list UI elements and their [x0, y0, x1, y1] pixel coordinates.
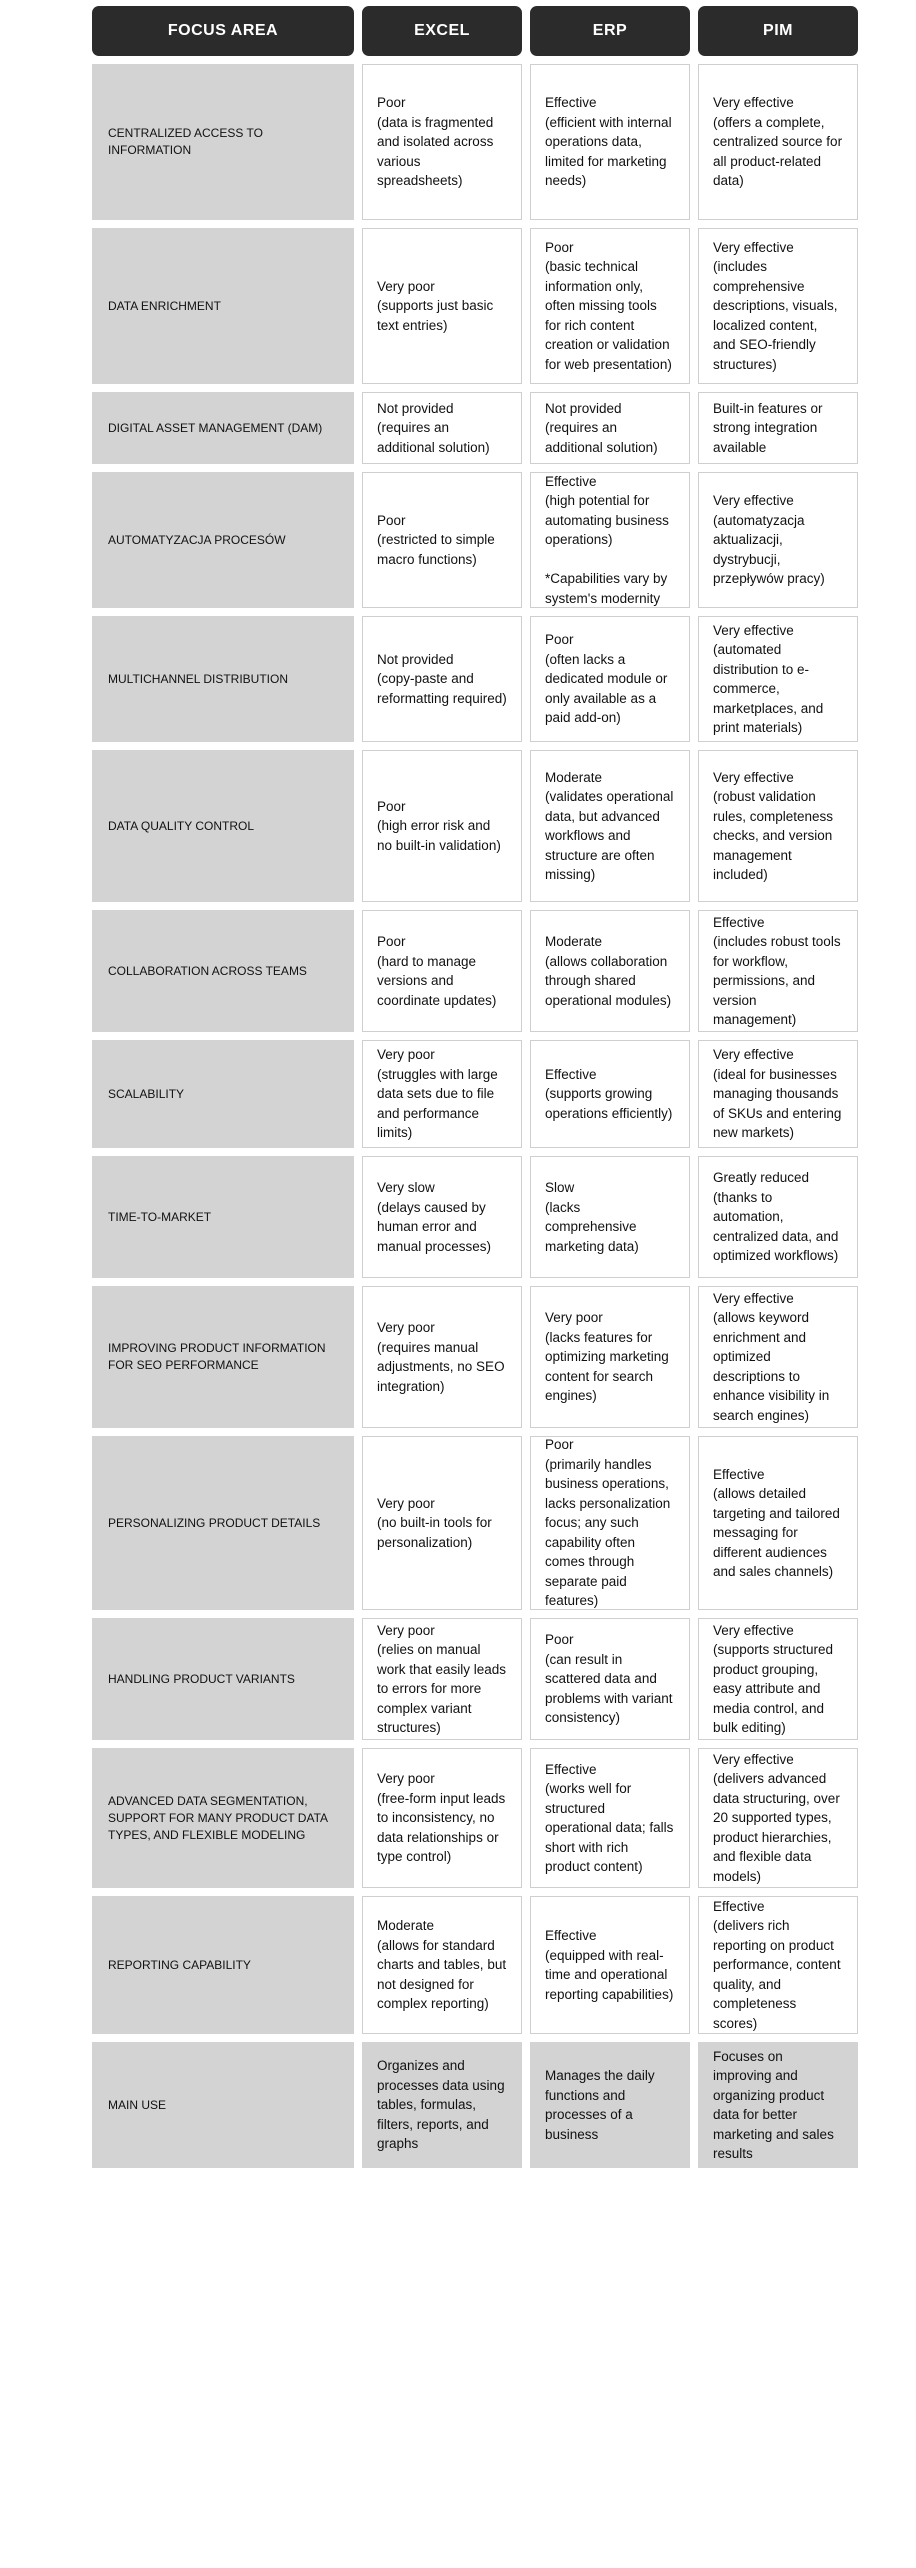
focus-area-cell: PERSONALIZING PRODUCT DETAILS	[92, 1436, 354, 1610]
pim-cell: Very effective (robust validation rules, completeness checks, and version management included)	[698, 750, 858, 902]
erp-cell: Not provided (requires an additional solution)	[530, 392, 690, 464]
pim-cell: Very effective (automatyzacja aktualizacji, dystrybucji, przepływów pracy)	[698, 472, 858, 608]
pim-cell: Very effective (includes comprehensive descriptions, visuals, localized content, and SEO-friendly structures)	[698, 228, 858, 384]
erp-cell: Effective (works well for structured operational data; falls short with rich product content)	[530, 1748, 690, 1888]
pim-cell: Very effective (ideal for businesses managing thousands of SKUs and entering new markets)	[698, 1040, 858, 1148]
erp-cell: Effective (supports growing operations efficiently)	[530, 1040, 690, 1148]
erp-cell: Poor (basic technical information only, often missing tools for rich content creation or validation for web presentation)	[530, 228, 690, 384]
excel-cell: Not provided (copy-paste and reformatting required)	[362, 616, 522, 742]
focus-area-cell: DIGITAL ASSET MANAGEMENT (DAM)	[92, 392, 354, 464]
erp-cell: Poor (can result in scattered data and problems with variant consistency)	[530, 1618, 690, 1740]
pim-cell: Focuses on improving and organizing product data for better marketing and sales results	[698, 2042, 858, 2168]
comparison-table	[92, 6, 858, 2168]
erp-cell: Effective (high potential for automating business operations) *Capabilities vary by system's modernity	[530, 472, 690, 608]
excel-cell: Very poor (requires manual adjustments, no SEO integration)	[362, 1286, 522, 1428]
excel-cell: Very slow (delays caused by human error and manual processes)	[362, 1156, 522, 1278]
excel-cell: Very poor (supports just basic text entries)	[362, 228, 522, 384]
erp-cell: Very poor (lacks features for optimizing marketing content for search engines)	[530, 1286, 690, 1428]
focus-area-cell: IMPROVING PRODUCT INFORMATION FOR SEO PERFORMANCE	[92, 1286, 354, 1428]
excel-cell: Very poor (free-form input leads to inconsistency, no data relationships or type control)	[362, 1748, 522, 1888]
erp-cell: Effective (efficient with internal operations data, limited for marketing needs)	[530, 64, 690, 220]
excel-cell: Very poor (no built-in tools for personalization)	[362, 1436, 522, 1610]
focus-area-cell: ADVANCED DATA SEGMENTATION, SUPPORT FOR MANY PRODUCT DATA TYPES, AND FLEXIBLE MODELING	[92, 1748, 354, 1888]
erp-cell: Poor (often lacks a dedicated module or only available as a paid add-on)	[530, 616, 690, 742]
focus-area-cell: MAIN USE	[92, 2042, 354, 2168]
erp-cell: Manages the daily functions and processes of a business	[530, 2042, 690, 2168]
header-pim: PIM	[698, 6, 858, 56]
excel-cell: Poor (data is fragmented and isolated across various spreadsheets)	[362, 64, 522, 220]
pim-cell: Greatly reduced (thanks to automation, centralized data, and optimized workflows)	[698, 1156, 858, 1278]
pim-cell: Effective (includes robust tools for workflow, permissions, and version management)	[698, 910, 858, 1032]
focus-area-cell: COLLABORATION ACROSS TEAMS	[92, 910, 354, 1032]
focus-area-cell: CENTRALIZED ACCESS TO INFORMATION	[92, 64, 354, 220]
erp-cell: Moderate (allows collaboration through shared operational modules)	[530, 910, 690, 1032]
erp-cell: Slow (lacks comprehensive marketing data)	[530, 1156, 690, 1278]
pim-cell: Built-in features or strong integration available	[698, 392, 858, 464]
focus-area-cell: HANDLING PRODUCT VARIANTS	[92, 1618, 354, 1740]
pim-cell: Very effective (automated distribution to e-commerce, marketplaces, and print materials)	[698, 616, 858, 742]
erp-cell: Moderate (validates operational data, but advanced workflows and structure are often missing)	[530, 750, 690, 902]
pim-cell: Very effective (offers a complete, centralized source for all product-related data)	[698, 64, 858, 220]
excel-cell: Very poor (relies on manual work that easily leads to errors for more complex variant structures)	[362, 1618, 522, 1740]
pim-cell: Effective (delivers rich reporting on product performance, content quality, and completeness scores)	[698, 1896, 858, 2034]
focus-area-cell: SCALABILITY	[92, 1040, 354, 1148]
focus-area-cell: AUTOMATYZACJA PROCESÓW	[92, 472, 354, 608]
erp-cell: Effective (equipped with real-time and operational reporting capabilities)	[530, 1896, 690, 2034]
header-excel: EXCEL	[362, 6, 522, 56]
pim-cell: Effective (allows detailed targeting and tailored messaging for different audiences and sales channels)	[698, 1436, 858, 1610]
excel-cell: Very poor (struggles with large data sets due to file and performance limits)	[362, 1040, 522, 1148]
focus-area-cell: MULTICHANNEL DISTRIBUTION	[92, 616, 354, 742]
header-erp: ERP	[530, 6, 690, 56]
excel-cell: Organizes and processes data using tables, formulas, filters, reports, and graphs	[362, 2042, 522, 2168]
excel-cell: Poor (high error risk and no built-in validation)	[362, 750, 522, 902]
excel-cell: Not provided (requires an additional solution)	[362, 392, 522, 464]
erp-cell: Poor (primarily handles business operations, lacks personalization focus; any such capability often comes through separate paid features)	[530, 1436, 690, 1610]
focus-area-cell: REPORTING CAPABILITY	[92, 1896, 354, 2034]
focus-area-cell: DATA ENRICHMENT	[92, 228, 354, 384]
excel-cell: Moderate (allows for standard charts and tables, but not designed for complex reporting)	[362, 1896, 522, 2034]
header-focus-area: FOCUS AREA	[92, 6, 354, 56]
focus-area-cell: DATA QUALITY CONTROL	[92, 750, 354, 902]
excel-cell: Poor (restricted to simple macro functions)	[362, 472, 522, 608]
pim-cell: Very effective (supports structured product grouping, easy attribute and media control, and bulk editing)	[698, 1618, 858, 1740]
pim-cell: Very effective (delivers advanced data structuring, over 20 supported types, product hierarchies, and flexible data models)	[698, 1748, 858, 1888]
excel-cell: Poor (hard to manage versions and coordinate updates)	[362, 910, 522, 1032]
focus-area-cell: TIME-TO-MARKET	[92, 1156, 354, 1278]
pim-cell: Very effective (allows keyword enrichment and optimized descriptions to enhance visibility in search engines)	[698, 1286, 858, 1428]
